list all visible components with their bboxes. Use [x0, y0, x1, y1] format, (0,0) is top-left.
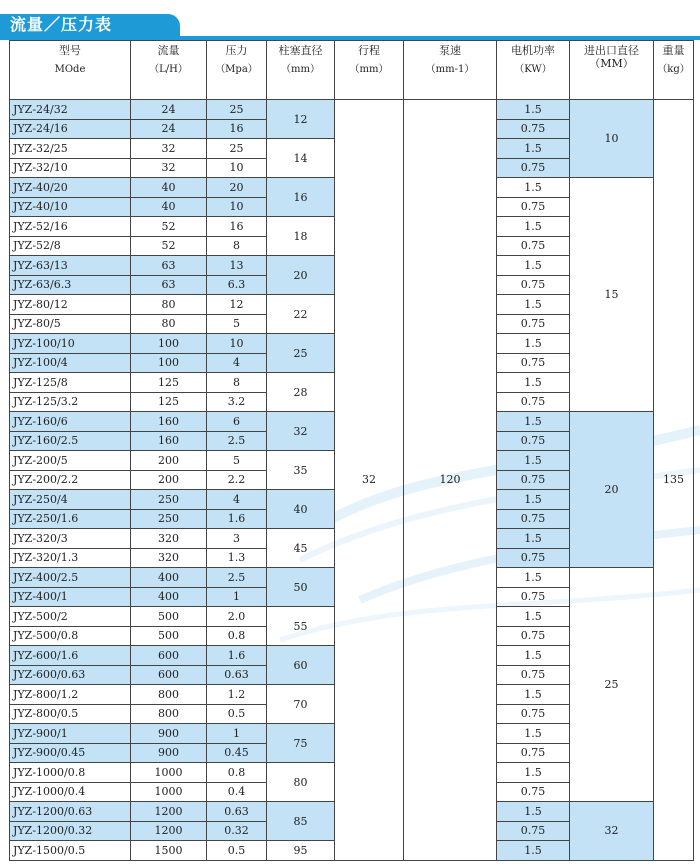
cell-pressure: 2.2 — [207, 470, 267, 490]
cell-motor-power: 0.75 — [497, 353, 570, 373]
cell-flow: 1200 — [131, 802, 207, 822]
cell-motor-power: 1.5 — [497, 763, 570, 783]
cell-model: JYZ-100/10 — [10, 334, 131, 354]
cell-motor-power: 0.75 — [497, 314, 570, 334]
cell-plunger: 70 — [267, 685, 335, 724]
cell-flow: 200 — [131, 451, 207, 471]
header-model: 型号 MOde — [10, 41, 131, 100]
cell-flow: 63 — [131, 256, 207, 276]
cell-motor-power: 1.5 — [497, 685, 570, 705]
cell-plunger: 14 — [267, 139, 335, 178]
cell-plunger: 85 — [267, 802, 335, 841]
cell-motor-power: 1.5 — [497, 412, 570, 432]
cell-model: JYZ-900/0.45 — [10, 743, 131, 763]
cell-model: JYZ-1200/0.63 — [10, 802, 131, 822]
cell-plunger: 45 — [267, 529, 335, 568]
cell-flow: 320 — [131, 548, 207, 568]
cell-model: JYZ-500/0.8 — [10, 626, 131, 646]
cell-motor-power: 0.75 — [497, 743, 570, 763]
cell-motor-power: 1.5 — [497, 295, 570, 315]
cell-pressure: 1 — [207, 587, 267, 607]
cell-flow: 32 — [131, 139, 207, 159]
cell-model: JYZ-320/3 — [10, 529, 131, 549]
cell-pressure: 3 — [207, 529, 267, 549]
cell-pressure: 0.63 — [207, 802, 267, 822]
cell-motor-power: 0.75 — [497, 236, 570, 256]
cell-model: JYZ-400/2.5 — [10, 568, 131, 588]
cell-weight: 135 — [654, 100, 694, 861]
cell-model: JYZ-250/4 — [10, 490, 131, 510]
cell-flow: 400 — [131, 568, 207, 588]
cell-flow: 100 — [131, 334, 207, 354]
cell-model: JYZ-32/10 — [10, 158, 131, 178]
cell-pressure: 5 — [207, 451, 267, 471]
cell-pressure: 20 — [207, 178, 267, 198]
cell-flow: 800 — [131, 685, 207, 705]
cell-flow: 320 — [131, 529, 207, 549]
cell-plunger: 75 — [267, 724, 335, 763]
cell-pressure: 5 — [207, 314, 267, 334]
cell-flow: 100 — [131, 353, 207, 373]
cell-port-diameter: 10 — [570, 100, 654, 178]
header-stroke: 行程 （mm） — [335, 41, 404, 100]
cell-flow: 250 — [131, 509, 207, 529]
cell-model: JYZ-160/2.5 — [10, 431, 131, 451]
cell-flow: 1500 — [131, 841, 207, 861]
table-body — [10, 100, 694, 861]
cell-plunger: 32 — [267, 412, 335, 451]
cell-plunger: 35 — [267, 451, 335, 490]
cell-pressure: 1.2 — [207, 685, 267, 705]
cell-pressure: 10 — [207, 334, 267, 354]
cell-flow: 1000 — [131, 782, 207, 802]
cell-motor-power: 0.75 — [497, 509, 570, 529]
cell-flow: 40 — [131, 178, 207, 198]
cell-model: JYZ-80/5 — [10, 314, 131, 334]
cell-pressure: 2.5 — [207, 568, 267, 588]
cell-motor-power: 1.5 — [497, 646, 570, 666]
cell-pressure: 2.5 — [207, 431, 267, 451]
cell-flow: 52 — [131, 217, 207, 237]
cell-model: JYZ-24/32 — [10, 100, 131, 120]
cell-pressure: 25 — [207, 139, 267, 159]
cell-model: JYZ-80/12 — [10, 295, 131, 315]
cell-pressure: 6 — [207, 412, 267, 432]
cell-motor-power: 0.75 — [497, 470, 570, 490]
cell-pressure: 1.6 — [207, 509, 267, 529]
cell-plunger: 50 — [267, 568, 335, 607]
cell-motor-power: 0.75 — [497, 821, 570, 841]
cell-model: JYZ-800/0.5 — [10, 704, 131, 724]
cell-flow: 1000 — [131, 763, 207, 783]
cell-pressure: 16 — [207, 119, 267, 139]
cell-model: JYZ-800/1.2 — [10, 685, 131, 705]
cell-plunger: 80 — [267, 763, 335, 802]
cell-model: JYZ-32/25 — [10, 139, 131, 159]
cell-motor-power: 1.5 — [497, 334, 570, 354]
cell-flow: 160 — [131, 412, 207, 432]
cell-model: JYZ-200/2.2 — [10, 470, 131, 490]
cell-model: JYZ-600/0.63 — [10, 665, 131, 685]
cell-pressure: 8 — [207, 373, 267, 393]
cell-model: JYZ-1500/0.5 — [10, 841, 131, 861]
cell-pressure: 16 — [207, 217, 267, 237]
table-row — [10, 100, 694, 120]
cell-model: JYZ-600/1.6 — [10, 646, 131, 666]
header-plunger: 柱塞直径 （mm） — [267, 41, 335, 100]
cell-pressure: 0.8 — [207, 763, 267, 783]
cell-flow: 24 — [131, 100, 207, 120]
cell-plunger: 95 — [267, 841, 335, 861]
cell-model: JYZ-52/16 — [10, 217, 131, 237]
cell-plunger: 25 — [267, 334, 335, 373]
page-title: 流量／压力表 — [10, 15, 113, 34]
cell-flow: 900 — [131, 743, 207, 763]
cell-motor-power: 0.75 — [497, 158, 570, 178]
cell-model: JYZ-125/8 — [10, 373, 131, 393]
cell-motor-power: 1.5 — [497, 490, 570, 510]
cell-port-diameter: 15 — [570, 178, 654, 412]
cell-pressure: 0.45 — [207, 743, 267, 763]
cell-model: JYZ-24/16 — [10, 119, 131, 139]
cell-motor-power: 0.75 — [497, 275, 570, 295]
cell-motor-power: 1.5 — [497, 607, 570, 627]
cell-pressure: 10 — [207, 197, 267, 217]
cell-flow: 80 — [131, 314, 207, 334]
cell-port-diameter: 20 — [570, 412, 654, 568]
cell-motor-power: 0.75 — [497, 704, 570, 724]
cell-pressure: 4 — [207, 353, 267, 373]
cell-pressure: 0.63 — [207, 665, 267, 685]
cell-model: JYZ-1000/0.4 — [10, 782, 131, 802]
cell-motor-power: 0.75 — [497, 626, 570, 646]
cell-model: JYZ-40/20 — [10, 178, 131, 198]
cell-plunger: 55 — [267, 607, 335, 646]
cell-plunger: 12 — [267, 100, 335, 139]
cell-port-diameter: 25 — [570, 568, 654, 802]
cell-flow: 24 — [131, 119, 207, 139]
table-header-row — [10, 41, 694, 100]
cell-motor-power: 0.75 — [497, 431, 570, 451]
cell-motor-power: 0.75 — [497, 197, 570, 217]
header-pump-speed: 泵速 （mm-1） — [404, 41, 497, 100]
cell-motor-power: 1.5 — [497, 256, 570, 276]
cell-motor-power: 1.5 — [497, 724, 570, 744]
header-flow: 流量 （L/H） — [131, 41, 207, 100]
cell-flow: 500 — [131, 607, 207, 627]
cell-model: JYZ-320/1.3 — [10, 548, 131, 568]
cell-motor-power: 1.5 — [497, 373, 570, 393]
cell-motor-power: 1.5 — [497, 217, 570, 237]
cell-plunger: 40 — [267, 490, 335, 529]
cell-motor-power: 0.75 — [497, 782, 570, 802]
cell-motor-power: 1.5 — [497, 841, 570, 861]
cell-plunger: 18 — [267, 217, 335, 256]
title-bar — [0, 14, 700, 36]
cell-motor-power: 0.75 — [497, 548, 570, 568]
cell-model: JYZ-63/6.3 — [10, 275, 131, 295]
cell-model: JYZ-250/1.6 — [10, 509, 131, 529]
cell-plunger: 22 — [267, 295, 335, 334]
cell-motor-power: 0.75 — [497, 392, 570, 412]
cell-pressure: 1 — [207, 724, 267, 744]
cell-motor-power: 0.75 — [497, 587, 570, 607]
cell-pressure: 0.8 — [207, 626, 267, 646]
cell-flow: 600 — [131, 646, 207, 666]
cell-flow: 900 — [131, 724, 207, 744]
cell-plunger: 16 — [267, 178, 335, 217]
cell-plunger: 28 — [267, 373, 335, 412]
cell-model: JYZ-900/1 — [10, 724, 131, 744]
cell-flow: 125 — [131, 373, 207, 393]
cell-model: JYZ-40/10 — [10, 197, 131, 217]
cell-pressure: 3.2 — [207, 392, 267, 412]
cell-pressure: 0.5 — [207, 704, 267, 724]
cell-pressure: 8 — [207, 236, 267, 256]
cell-flow: 500 — [131, 626, 207, 646]
cell-model: JYZ-52/8 — [10, 236, 131, 256]
cell-pump-speed: 120 — [404, 100, 497, 861]
cell-model: JYZ-100/4 — [10, 353, 131, 373]
cell-model: JYZ-1000/0.8 — [10, 763, 131, 783]
cell-flow: 800 — [131, 704, 207, 724]
cell-motor-power: 1.5 — [497, 451, 570, 471]
cell-pressure: 0.32 — [207, 821, 267, 841]
cell-flow: 32 — [131, 158, 207, 178]
cell-pressure: 13 — [207, 256, 267, 276]
cell-motor-power: 0.75 — [497, 665, 570, 685]
cell-flow: 1200 — [131, 821, 207, 841]
spec-table — [9, 40, 694, 861]
title-tab — [0, 14, 180, 36]
cell-motor-power: 1.5 — [497, 529, 570, 549]
cell-pressure: 2.0 — [207, 607, 267, 627]
cell-model: JYZ-1200/0.32 — [10, 821, 131, 841]
cell-pressure: 1.6 — [207, 646, 267, 666]
cell-flow: 63 — [131, 275, 207, 295]
cell-model: JYZ-63/13 — [10, 256, 131, 276]
cell-motor-power: 1.5 — [497, 802, 570, 822]
header-pressure: 压力 （Mpa） — [207, 41, 267, 100]
cell-flow: 400 — [131, 587, 207, 607]
cell-flow: 40 — [131, 197, 207, 217]
cell-model: JYZ-400/1 — [10, 587, 131, 607]
cell-model: JYZ-200/5 — [10, 451, 131, 471]
cell-model: JYZ-125/3.2 — [10, 392, 131, 412]
cell-pressure: 12 — [207, 295, 267, 315]
cell-pressure: 0.4 — [207, 782, 267, 802]
cell-plunger: 60 — [267, 646, 335, 685]
cell-pressure: 4 — [207, 490, 267, 510]
cell-motor-power: 1.5 — [497, 178, 570, 198]
cell-flow: 125 — [131, 392, 207, 412]
cell-flow: 250 — [131, 490, 207, 510]
cell-pressure: 1.3 — [207, 548, 267, 568]
cell-pressure: 10 — [207, 158, 267, 178]
cell-pressure: 6.3 — [207, 275, 267, 295]
cell-port-diameter: 32 — [570, 802, 654, 861]
header-port-diameter: 进出口直径（MM） — [570, 41, 654, 100]
cell-motor-power: 1.5 — [497, 139, 570, 159]
header-motor-power: 电机功率 （KW） — [497, 41, 570, 100]
cell-flow: 52 — [131, 236, 207, 256]
cell-stroke: 32 — [335, 100, 404, 861]
cell-flow: 160 — [131, 431, 207, 451]
cell-plunger: 20 — [267, 256, 335, 295]
cell-flow: 600 — [131, 665, 207, 685]
cell-motor-power: 1.5 — [497, 568, 570, 588]
cell-pressure: 25 — [207, 100, 267, 120]
cell-motor-power: 0.75 — [497, 119, 570, 139]
cell-pressure: 0.5 — [207, 841, 267, 861]
header-weight: 重量 （kg） — [654, 41, 694, 100]
cell-flow: 200 — [131, 470, 207, 490]
cell-motor-power: 1.5 — [497, 100, 570, 120]
cell-flow: 80 — [131, 295, 207, 315]
cell-model: JYZ-500/2 — [10, 607, 131, 627]
cell-model: JYZ-160/6 — [10, 412, 131, 432]
